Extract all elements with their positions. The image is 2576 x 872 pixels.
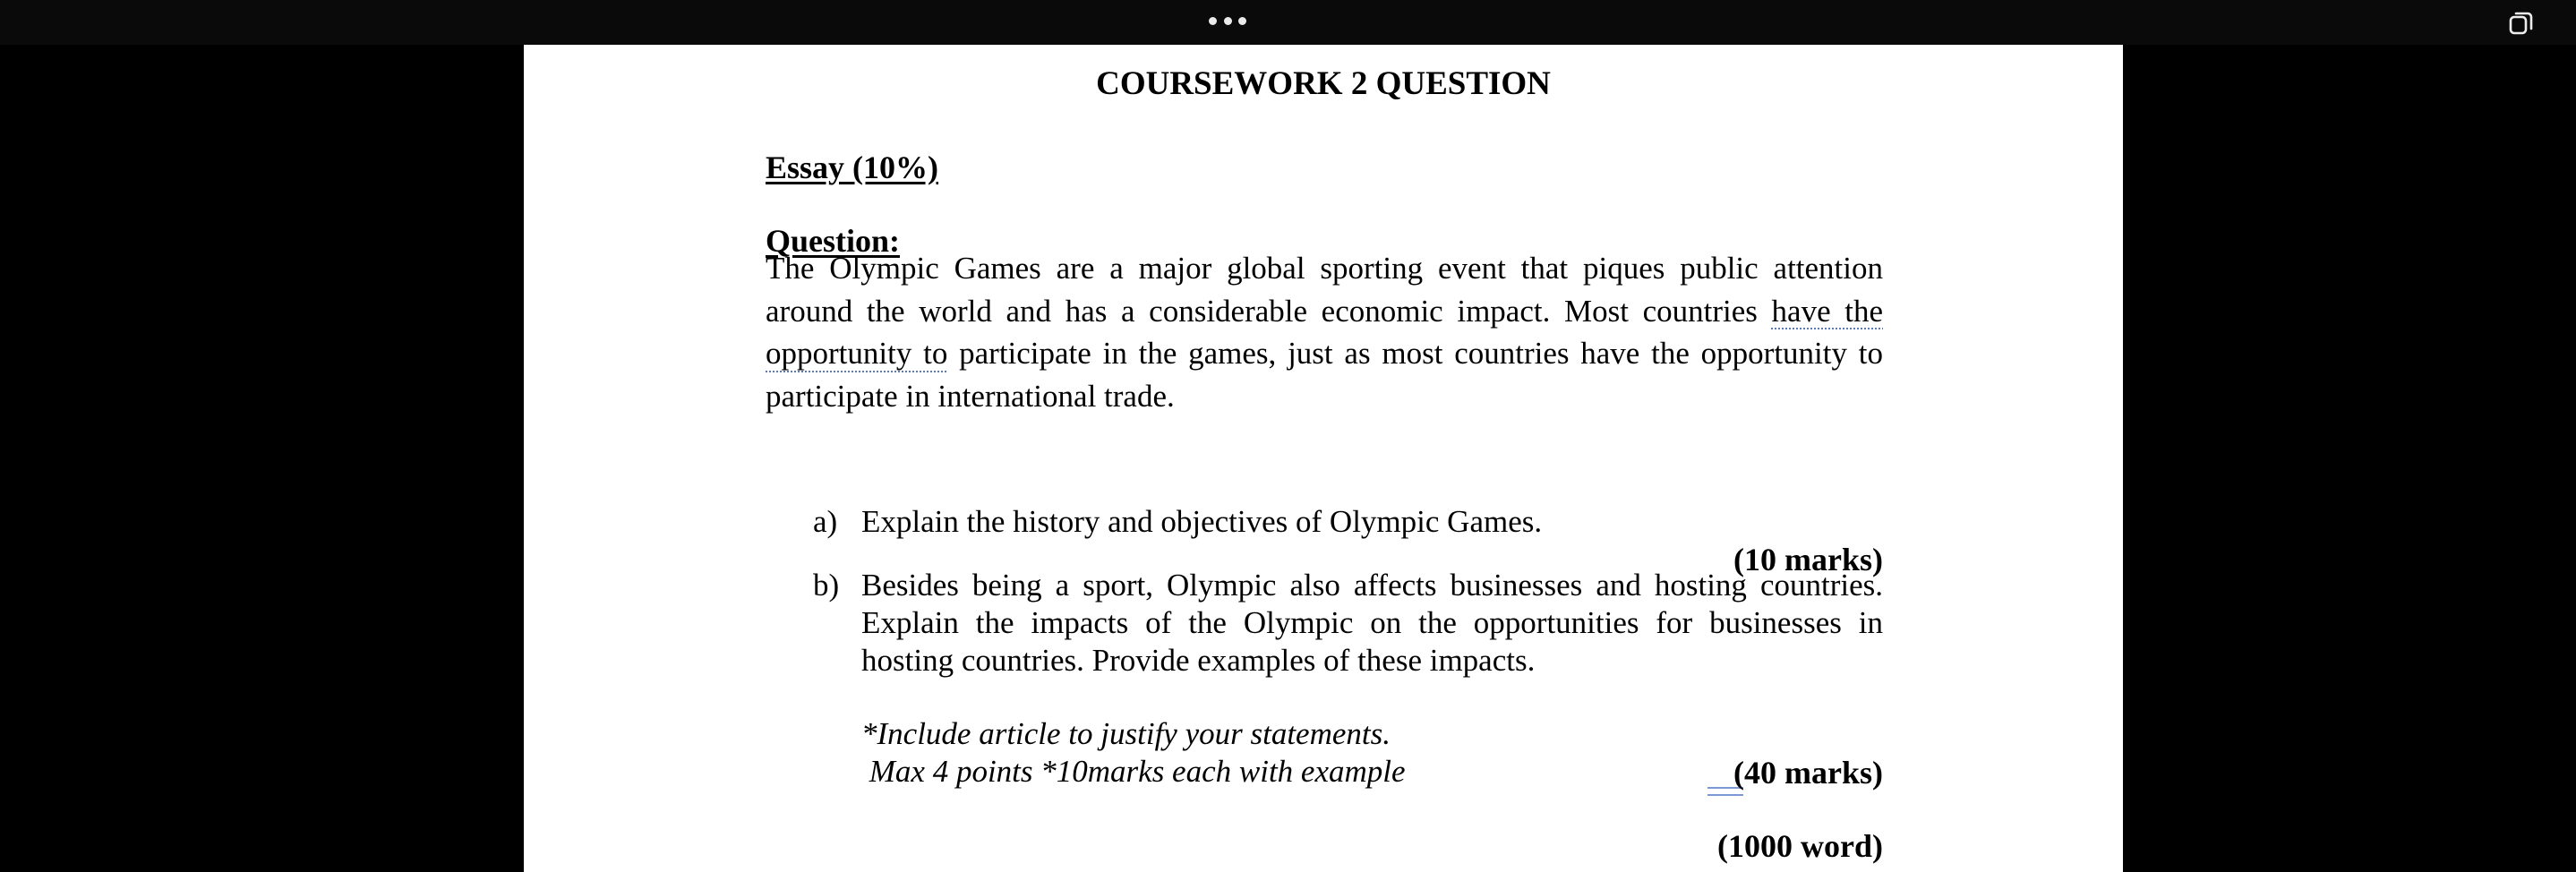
viewer-top-bar [0,0,2576,45]
word-limit: (1000 word) [1717,828,1883,864]
intro-text-part2: participate in the games, just as most countries have the opportunity to participate in international trade. [766,336,1883,414]
dot [1238,17,1246,25]
essay-heading: Essay (10%) [766,150,939,185]
item-b-marks: (40 marks) [1733,755,1883,791]
dot [1209,17,1217,25]
item-a-text: Explain the history and objectives of Olympic Games. [861,504,1543,539]
item-b-note-line2: Max 4 points *10marks each with example [861,754,1406,789]
item-a-label: a) [813,504,838,539]
document-page [524,45,2123,872]
item-b-label: b) [813,568,840,603]
item-b-text: Besides being a sport, Olympic also affects businesses and hosting countries. Explain the impacts of the Olympic on the opportunities for businesses in hosting countries. Provide examples of these impacts. [861,568,1883,678]
intro-text-part1: The Olympic Games are a major global sporting event that piques public attention around the world and has a considerable economic impact. Most countries [766,251,1883,329]
intro-paragraph [766,247,1883,417]
dot [1224,17,1232,25]
item-a-marks: (10 marks) [1733,542,1883,577]
more-options-icon[interactable] [1209,14,1246,27]
grammar-flagged-text[interactable]: have the opportunity to [766,293,1883,371]
document-title: COURSEWORK 2 QUESTION [1096,65,1551,102]
copy-icon[interactable] [2508,10,2535,37]
item-b-note-line1: *Include article to justify your statements. [861,716,1391,751]
question-heading: Question: [766,223,901,259]
